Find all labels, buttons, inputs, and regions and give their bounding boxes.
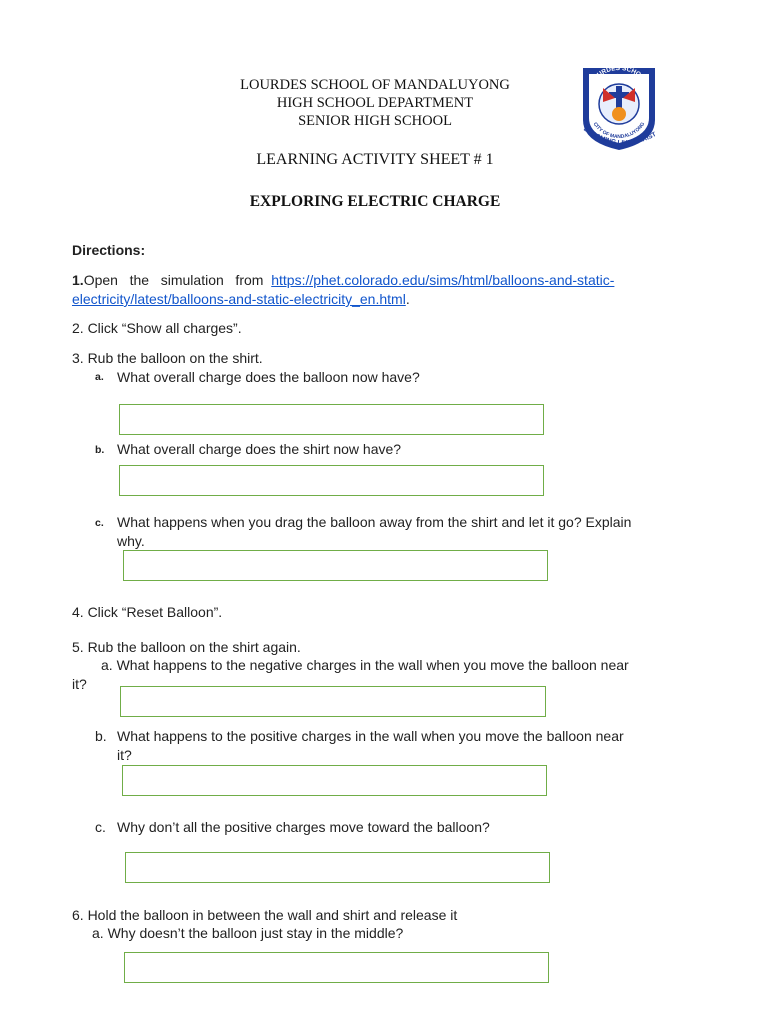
simulation-link-part1[interactable]: https://phet.colorado.edu/sims/html/balloons-and-static- (271, 272, 615, 288)
school-seal-logo (577, 58, 661, 160)
division-name: SENIOR HIGH SCHOOL (298, 113, 452, 129)
q5c-text: Why don’t all the positive charges move toward the balloon? (117, 819, 490, 835)
q5b-text-line1: What happens to the positive charges in the wall when you move the balloon near (117, 728, 624, 744)
department-name: HIGH SCHOOL DEPARTMENT (276, 95, 474, 111)
school-name: LOURDES SCHOOL OF MANDALUYONG (240, 77, 510, 93)
svg-text:LOURDES SCHOOL: LOURDES SCHOOL (588, 64, 650, 85)
step-1 (72, 271, 614, 289)
answer-box-5a[interactable] (120, 686, 546, 717)
step-6: 6. Hold the balloon in between the wall and shirt and release it (72, 907, 458, 923)
step-1-text: Open the simulation from (83, 272, 272, 288)
answer-box-3a[interactable] (119, 404, 544, 435)
q5c-marker: c. (95, 819, 106, 835)
step-4: 4. Click “Reset Balloon”. (72, 604, 223, 620)
answer-box-6a[interactable] (124, 952, 549, 983)
activity-title: EXPLORING ELECTRIC CHARGE (249, 193, 501, 210)
q3b-text: What overall charge does the shirt now have? (117, 441, 402, 457)
sheet-title: LEARNING ACTIVITY SHEET # 1 (256, 151, 494, 168)
simulation-link-part2[interactable]: electricity/latest/balloons-and-static-electricity_en.html (72, 291, 406, 307)
svg-text:BECOMING LIKE CHRIST: BECOMING LIKE CHRIST (582, 125, 658, 147)
q3b-marker: b. (95, 444, 105, 456)
q3c-text-line2: why. (117, 533, 145, 549)
directions-heading: Directions: (72, 242, 146, 258)
q3a-marker: a. (95, 371, 104, 383)
answer-box-3b[interactable] (119, 465, 544, 496)
answer-box-5b[interactable] (122, 765, 547, 796)
step-1-line2 (72, 290, 410, 308)
answer-box-3c[interactable] (123, 550, 548, 581)
step-1-number: 1. (72, 272, 84, 288)
q5b-marker: b. (95, 728, 107, 744)
step-5: 5. Rub the balloon on the shirt again. (72, 639, 301, 655)
q3c-marker: c. (95, 517, 104, 529)
q3a-text: What overall charge does the balloon now have? (117, 369, 420, 385)
q5a-text-line1: a. What happens to the negative charges in the wall when you move the balloon near (101, 657, 629, 673)
q5a-text-line2: it? (72, 676, 87, 692)
answer-box-5c[interactable] (125, 852, 550, 883)
q5b-text-line2: it? (117, 747, 132, 763)
svg-text:CITY OF MANDALUYONG: CITY OF MANDALUYONG (591, 121, 647, 141)
q6a-text: a. Why doesn’t the balloon just stay in the middle? (92, 925, 404, 941)
step-3: 3. Rub the balloon on the shirt. (72, 350, 263, 366)
step-2: 2. Click “Show all charges”. (72, 320, 242, 336)
step-1-end: . (405, 291, 410, 307)
q3c-text-line1: What happens when you drag the balloon away from the shirt and let it go? Explain (117, 514, 632, 530)
